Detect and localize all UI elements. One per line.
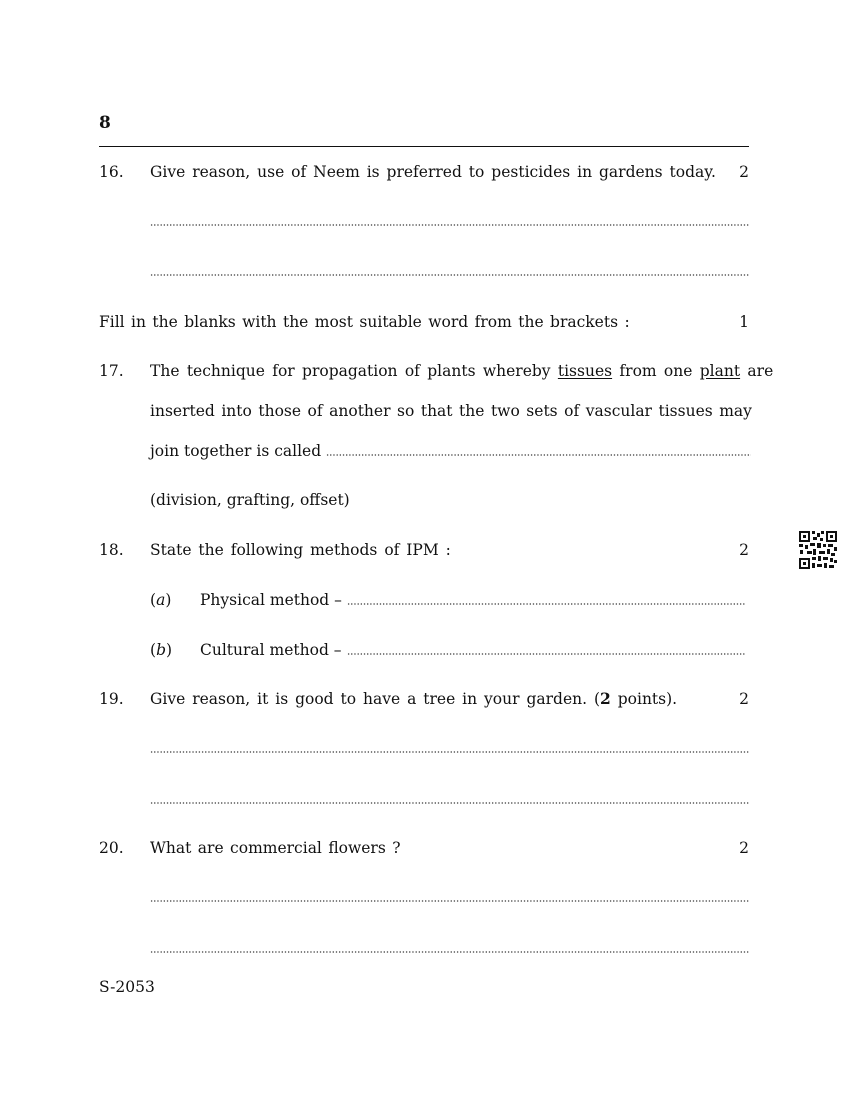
answer-line[interactable]	[347, 603, 745, 605]
question-17-line-3	[150, 441, 751, 461]
sub-item-a	[200, 590, 745, 610]
question-20-number: 20.	[99, 839, 124, 857]
header-rule	[99, 146, 749, 147]
question-16-marks: 2	[739, 163, 749, 181]
question-20-text: What are commercial flowers ?	[150, 839, 401, 857]
question-17-options: (division, grafting, offset)	[150, 491, 350, 509]
question-16-number: 16.	[99, 163, 124, 181]
sub-item-a-letter: a	[156, 591, 166, 609]
q19-points-count: 2	[600, 689, 611, 708]
q19-text-a: Give reason, it is good to have a tree in your garden. (	[150, 690, 601, 708]
question-18-number: 18.	[99, 541, 124, 559]
q17-underlined-plant: plant	[699, 362, 741, 380]
answer-line[interactable]	[150, 900, 750, 902]
cultural-method-label: Cultural method –	[200, 641, 342, 659]
fill-in-instruction: Fill in the blanks with the most suitable word from the brackets :	[99, 313, 630, 331]
question-16-text: Give reason, use of Neem is preferred to pesticides in gardens today.	[150, 163, 716, 181]
answer-line[interactable]	[150, 274, 750, 276]
q17-text-b: from one	[612, 362, 700, 380]
sub-item-b-letter: b	[156, 641, 166, 659]
sub-item-b	[200, 640, 745, 660]
question-17-line-1	[150, 361, 773, 381]
q17-text-c: are	[740, 362, 774, 380]
answer-line[interactable]	[150, 951, 750, 953]
page-number: 8	[99, 113, 111, 133]
answer-line[interactable]	[150, 224, 750, 226]
q17-text-a: The technique for propagation of plants whereby	[150, 362, 558, 380]
sub-item-a-label: (a)	[150, 591, 172, 609]
question-19-number: 19.	[99, 690, 124, 708]
question-19-text	[150, 689, 677, 709]
blank-fill-line[interactable]	[326, 454, 751, 456]
qr-code-icon	[798, 530, 838, 570]
q19-text-b: points).	[610, 690, 678, 708]
q17-text-called: join together is called	[150, 442, 322, 460]
question-17-line-2: inserted into those of another so that the two sets of vascular tissues may	[150, 402, 752, 420]
answer-line[interactable]	[347, 653, 745, 655]
question-19-marks: 2	[739, 690, 749, 708]
physical-method-label: Physical method –	[200, 591, 342, 609]
question-17-number: 17.	[99, 362, 124, 380]
q17-underlined-tissues: tissues	[557, 362, 613, 380]
answer-line[interactable]	[150, 751, 750, 753]
footer-code: S-2053	[99, 978, 155, 996]
question-18-marks: 2	[739, 541, 749, 559]
sub-item-b-label: (b)	[150, 641, 173, 659]
fill-in-marks: 1	[739, 313, 749, 331]
question-18-text: State the following methods of IPM :	[150, 541, 451, 559]
answer-line[interactable]	[150, 802, 750, 804]
question-20-marks: 2	[739, 839, 749, 857]
